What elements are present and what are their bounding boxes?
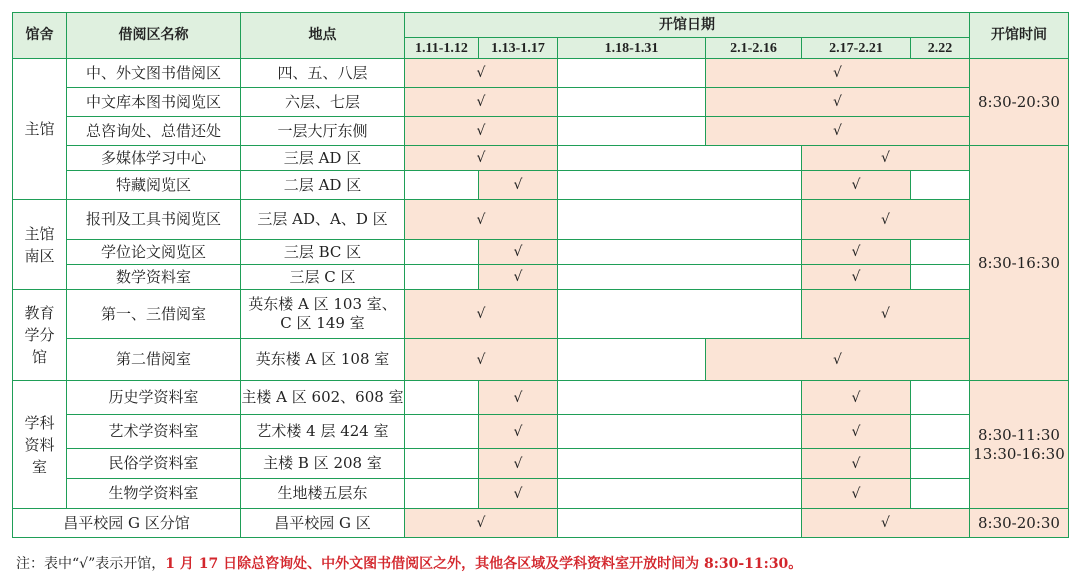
table-row	[13, 479, 1069, 509]
area-location: 二层 AD 区	[241, 171, 405, 200]
table-row	[13, 415, 1069, 449]
check-mark: √	[881, 306, 890, 322]
hall-south-line2: 南区	[24, 246, 55, 265]
table-row	[13, 381, 1069, 415]
check-mark: √	[513, 244, 523, 260]
check-mark: √	[851, 455, 861, 472]
table-row	[13, 240, 1069, 265]
closed-cell	[558, 88, 706, 117]
check-mark: √	[513, 423, 523, 440]
area-location: 一层大厅东侧	[241, 117, 405, 146]
closed-cell	[558, 146, 802, 171]
table-row	[13, 339, 1069, 381]
check-mark: √	[833, 123, 842, 139]
area-location: 主楼 A 区 602、608 室	[241, 381, 405, 415]
check-mark: √	[476, 351, 486, 368]
area-name: 民俗学资料室	[67, 449, 241, 479]
period-4: 2.1-2.16	[706, 38, 802, 59]
closed-cell	[911, 171, 970, 200]
hours-subject	[970, 381, 1069, 509]
closed-cell	[558, 265, 802, 290]
period-6: 2.22	[911, 38, 970, 59]
area-name: 数学资料室	[67, 265, 241, 290]
check-mark: √	[476, 211, 486, 228]
closed-cell	[558, 381, 802, 415]
closed-cell	[558, 59, 706, 88]
check-mark: √	[513, 177, 523, 193]
library-schedule-table	[12, 12, 1069, 538]
area-name: 特藏阅览区	[67, 171, 241, 200]
hall-subject-line1: 学科	[24, 413, 55, 432]
area-name: 生物学资料室	[67, 479, 241, 509]
area-name: 艺术学资料室	[67, 415, 241, 449]
area-location: 生地楼五层东	[241, 479, 405, 509]
table-row	[13, 265, 1069, 290]
check-mark: √	[513, 455, 523, 472]
table-row	[13, 146, 1069, 171]
table-row	[13, 200, 1069, 240]
hall-education-line1: 教育	[24, 304, 55, 322]
area-location: 三层 AD 区	[241, 146, 405, 171]
hall-subject	[13, 381, 67, 509]
area-location: 六层、七层	[241, 88, 405, 117]
table-row	[13, 290, 1069, 339]
hall-main: 主馆	[13, 59, 67, 200]
closed-cell	[405, 265, 479, 290]
closed-cell	[558, 200, 802, 240]
area-name: 中文库本图书阅览区	[67, 88, 241, 117]
check-mark: √	[833, 65, 842, 81]
footnote	[16, 553, 802, 573]
header-hall: 馆舍	[13, 13, 67, 59]
check-mark: √	[851, 485, 861, 502]
period-2: 1.13-1.17	[479, 38, 558, 59]
area-location: 英东楼 A 区 108 室	[241, 339, 405, 381]
header-location: 地点	[241, 13, 405, 59]
area-location: 三层 BC 区	[241, 240, 405, 265]
table-row	[13, 88, 1069, 117]
closed-cell	[558, 415, 802, 449]
header-hours: 开馆时间	[970, 13, 1069, 59]
closed-cell	[558, 449, 802, 479]
hall-subject-line3: 室	[31, 457, 47, 476]
area-name: 总咨询处、总借还处	[67, 117, 241, 146]
hours-main: 8:30-20:30	[970, 59, 1069, 146]
check-mark: √	[476, 94, 486, 110]
area-name: 学位论文阅览区	[67, 240, 241, 265]
area-location: 三层 C 区	[241, 265, 405, 290]
closed-cell	[558, 290, 802, 339]
area-location: 三层 AD、A、D 区	[241, 200, 405, 240]
closed-cell	[558, 171, 802, 200]
area-name: 第一、三借阅室	[67, 290, 241, 339]
table-row	[13, 171, 1069, 200]
area-location: 昌平校园 G 区	[241, 509, 405, 538]
check-mark: √	[476, 123, 486, 139]
header-dates: 开馆日期	[405, 13, 970, 38]
hall-south-line1: 主馆	[24, 224, 55, 243]
closed-cell	[911, 415, 970, 449]
closed-cell	[405, 381, 479, 415]
check-mark: √	[476, 150, 486, 166]
hours-changping: 8:30-20:30	[970, 509, 1069, 538]
area-name: 历史学资料室	[67, 381, 241, 415]
closed-cell	[911, 381, 970, 415]
check-mark: √	[881, 515, 890, 531]
closed-cell	[558, 240, 802, 265]
check-mark: √	[851, 423, 861, 440]
table-row	[13, 449, 1069, 479]
check-mark: √	[881, 211, 890, 228]
schedule-table-wrapper	[12, 12, 1069, 538]
hall-south	[13, 200, 67, 290]
hours-south: 8:30-16:30	[970, 146, 1069, 381]
check-mark: √	[513, 389, 523, 406]
hall-subject-line2: 资料	[24, 435, 55, 454]
hall-education-line3: 馆	[31, 348, 47, 366]
period-1: 1.11-1.12	[405, 38, 479, 59]
table-row	[13, 117, 1069, 146]
closed-cell	[911, 479, 970, 509]
area-location-line1: 英东楼 A 区 103 室、	[248, 295, 397, 313]
check-mark: √	[476, 65, 486, 81]
closed-cell	[405, 171, 479, 200]
closed-cell	[405, 479, 479, 509]
footnote-prefix: 注：表中“√”表示开馆，	[16, 556, 166, 572]
period-3: 1.18-1.31	[558, 38, 706, 59]
area-location: 四、五、八层	[241, 59, 405, 88]
hall-education	[13, 290, 67, 381]
check-mark: √	[833, 94, 842, 110]
area-location	[241, 290, 405, 339]
check-mark: √	[833, 351, 842, 368]
area-location: 艺术楼 4 层 424 室	[241, 415, 405, 449]
table-row	[13, 509, 1069, 538]
closed-cell	[405, 415, 479, 449]
hall-education-line2: 学分	[24, 326, 55, 344]
closed-cell	[405, 240, 479, 265]
check-mark: √	[513, 485, 523, 502]
closed-cell	[911, 265, 970, 290]
closed-cell	[558, 339, 706, 381]
closed-cell	[558, 117, 706, 146]
closed-cell	[911, 449, 970, 479]
area-name: 昌平校园 G 区分馆	[13, 509, 241, 538]
check-mark: √	[513, 269, 523, 285]
area-name: 中、外文图书借阅区	[67, 59, 241, 88]
hours-subject-line2: 13:30-16:30	[973, 444, 1065, 463]
hours-subject-line1: 8:30-11:30	[978, 425, 1060, 444]
header-area: 借阅区名称	[67, 13, 241, 59]
period-5: 2.17-2.21	[802, 38, 911, 59]
footnote-highlight: 1 月 17 日除总咨询处、中外文图书借阅区之外，其他各区域及学科资料室开放时间为 8:30-11:30。	[165, 556, 803, 572]
check-mark: √	[851, 177, 861, 193]
closed-cell	[558, 479, 802, 509]
area-name: 第二借阅室	[67, 339, 241, 381]
area-name: 报刊及工具书阅览区	[67, 200, 241, 240]
table-row	[13, 59, 1069, 88]
area-name: 多媒体学习中心	[67, 146, 241, 171]
check-mark: √	[476, 515, 486, 531]
check-mark: √	[851, 389, 861, 406]
check-mark: √	[851, 269, 861, 285]
area-location-line2: C 区 149 室	[280, 314, 365, 332]
closed-cell	[911, 240, 970, 265]
check-mark: √	[851, 244, 861, 260]
area-location: 主楼 B 区 208 室	[241, 449, 405, 479]
closed-cell	[405, 449, 479, 479]
check-mark: √	[881, 150, 890, 166]
check-mark: √	[476, 306, 486, 322]
closed-cell	[558, 509, 802, 538]
